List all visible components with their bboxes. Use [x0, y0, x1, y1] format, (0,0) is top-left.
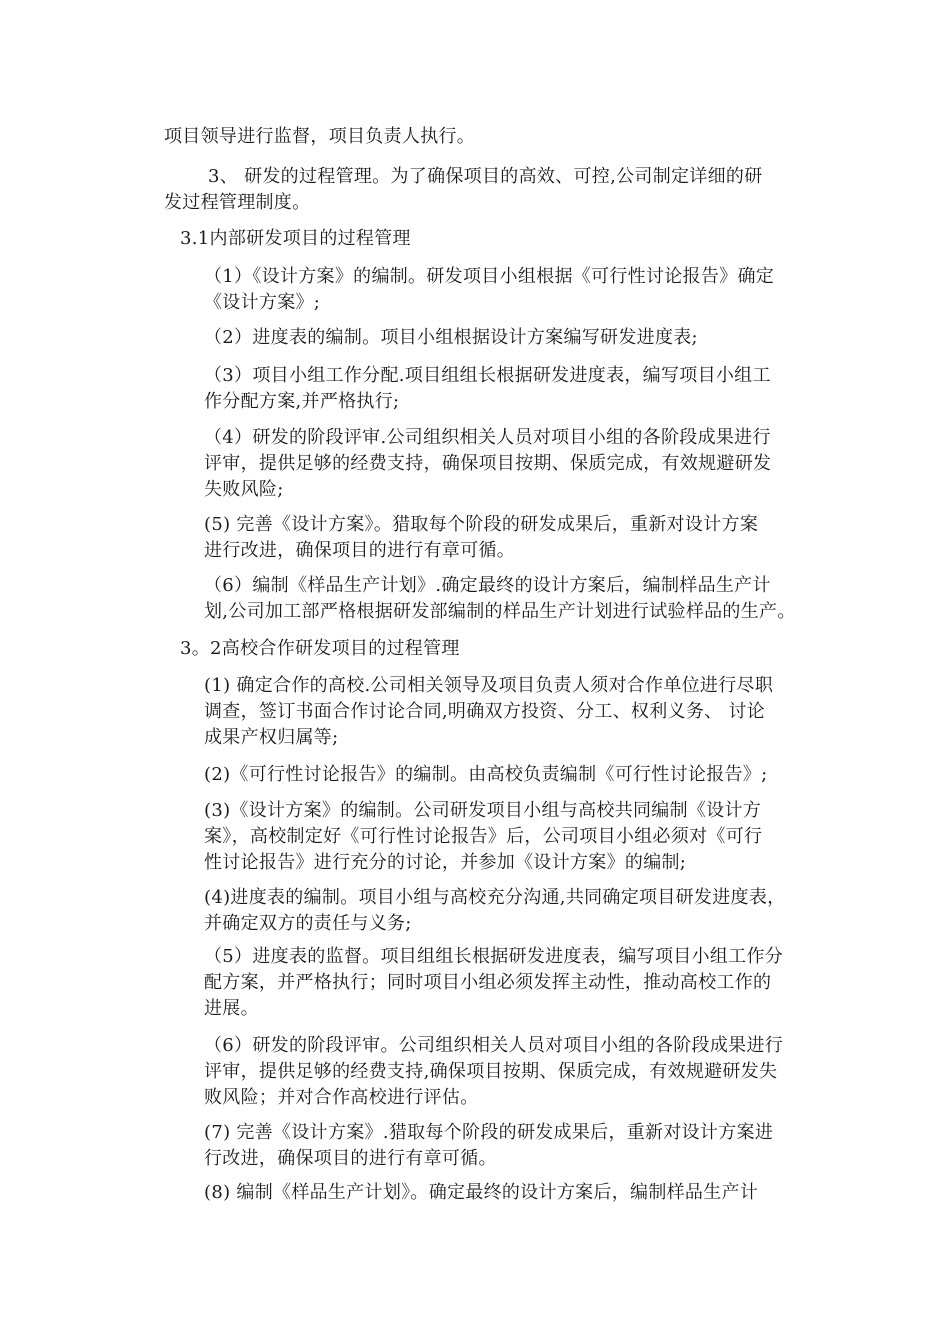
text-line: 案》，高校制定好《可行性讨论报告》后，公司项目小组必须对《可行	[204, 826, 763, 847]
text-line: 评审，提供足够的经费支持，确保项目按期、保质完成，有效规避研发	[204, 453, 772, 474]
text-line: (8) 编制《样品生产计划》。确定最终的设计方案后，编制样品生产计	[204, 1182, 759, 1203]
list-item-3-2-5	[204, 944, 783, 1022]
list-item-3-2-1	[204, 673, 773, 751]
text-line: （6）编制《样品生产计划》.确定最终的设计方案后，编制样品生产计	[204, 575, 771, 596]
text-line: (2)《可行性讨论报告》的编制。由高校负责编制《可行性讨论报告》;	[204, 764, 768, 785]
section-3-paragraph	[164, 164, 763, 216]
text-line: (1) 确定合作的高校.公司相关领导及项目负责人须对合作单位进行尽职	[204, 675, 774, 696]
heading-line: 3.1内部研发项目的过程管理	[180, 228, 411, 249]
text-line: 发过程管理制度。	[164, 192, 311, 213]
heading-line: 3。2高校合作研发项目的过程管理	[180, 638, 460, 659]
text-line: 3、 研发的过程管理。为了确保项目的高效、可控,公司制定详细的研	[208, 166, 763, 187]
text-line: （4）研发的阶段评审.公司组织相关人员对项目小组的各阶段成果进行	[204, 427, 771, 448]
text-line: （3）项目小组工作分配.项目组组长根据研发进度表，编写项目小组工	[204, 365, 771, 386]
list-item-3-1-5	[204, 512, 758, 564]
list-item-3-2-6	[204, 1033, 783, 1111]
text-line: 作分配方案,并严格执行;	[204, 391, 400, 412]
text-line: （6）研发的阶段评审。公司组织相关人员对项目小组的各阶段成果进行	[204, 1035, 784, 1056]
subsection-3-2-heading	[180, 636, 460, 662]
text-line: 失败风险;	[204, 479, 284, 500]
text-line: (4)进度表的编制。项目小组与高校充分沟通,共同确定项目研发进度表，	[204, 887, 786, 908]
text-line: (7) 完善《设计方案》.猎取每个阶段的研发成果后，重新对设计方案进	[204, 1122, 774, 1143]
list-item-3-1-6	[204, 573, 796, 625]
list-item-3-2-8	[204, 1180, 758, 1206]
list-item-3-1-4	[204, 425, 771, 503]
text-line: 进行改进，确保项目的进行有章可循。	[204, 540, 516, 561]
text-line: 并确定双方的责任与义务;	[204, 913, 412, 934]
text-line: （1）《设计方案》的编制。研发项目小组根据《可行性讨论报告》确定	[204, 266, 775, 287]
text-line: （5）进度表的监督。项目组组长根据研发进度表，编写项目小组工作分	[204, 946, 784, 967]
list-item-3-1-2	[204, 325, 698, 351]
list-item-3-1-1	[204, 264, 774, 316]
text-line: 划,公司加工部严格根据研发部编制的样品生产计划进行试验样品的生产。	[204, 601, 796, 622]
text-line: 进展。	[204, 998, 259, 1019]
list-item-3-2-7	[204, 1120, 773, 1172]
text-line: （2）进度表的编制。项目小组根据设计方案编写研发进度表;	[204, 327, 698, 348]
text-line: (3)《设计方案》的编制。公司研发项目小组与高校共同编制《设计方	[204, 800, 762, 821]
list-item-3-1-3	[204, 363, 771, 415]
intro-paragraph	[164, 124, 475, 150]
text-line: 调查，签订书面合作讨论合同,明确双方投资、分工、权利义务、 讨论	[204, 701, 766, 722]
list-item-3-2-4	[204, 885, 785, 937]
text-line: 行改进，确保项目的进行有章可循。	[204, 1148, 497, 1169]
text-line: 《设计方案》;	[204, 292, 321, 313]
text-line: 项目领导进行监督，项目负责人执行。	[164, 126, 476, 147]
text-line: 成果产权归属等;	[204, 727, 339, 748]
list-item-3-2-2	[204, 762, 767, 788]
text-line: (5) 完善《设计方案》。猎取每个阶段的研发成果后，重新对设计方案	[204, 514, 759, 535]
list-item-3-2-3	[204, 798, 762, 876]
text-line: 评审，提供足够的经费支持,确保项目按期、保质完成，有效规避研发失	[204, 1061, 778, 1082]
text-line: 败风险；并对合作高校进行评估。	[204, 1087, 479, 1108]
subsection-3-1-heading	[180, 226, 411, 252]
text-line: 性讨论报告》进行充分的讨论，并参加《设计方案》的编制;	[204, 852, 687, 873]
text-line: 配方案，并严格执行；同时项目小组必须发挥主动性，推动高校工作的	[204, 972, 772, 993]
